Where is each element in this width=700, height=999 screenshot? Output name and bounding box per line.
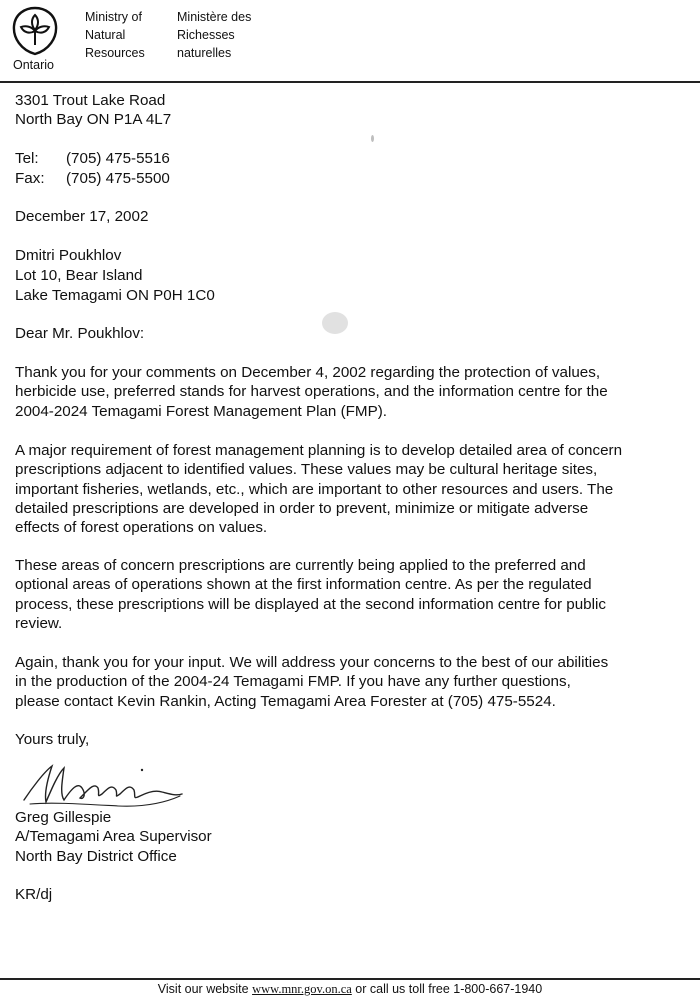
recipient-address-line2: Lake Temagami ON P0H 1C0 (15, 287, 215, 304)
signatory-title: A/Temagami Area Supervisor (15, 828, 212, 845)
paragraph-line: review. (15, 614, 63, 632)
letter-date: December 17, 2002 (15, 208, 149, 225)
recipient-address-line1: Lot 10, Bear Island (15, 267, 143, 284)
footer-suffix: or call us toll free 1-800-667-1940 (351, 982, 543, 996)
footer-contact (0, 982, 700, 997)
paragraph-line: important fisheries, wetlands, etc., which are important to other resources and users. The (15, 480, 614, 498)
paragraph-line: in the production of the 2004-24 Temagami FMP. If you have any further questions, (15, 673, 571, 691)
body-paragraph-4 (15, 653, 699, 711)
scan-speck (371, 135, 374, 142)
fax-number: (705) 475-5500 (66, 170, 170, 187)
paragraph-line: A major requirement of forest management planning is to develop detailed area of concern (15, 442, 623, 459)
footer-rule (0, 978, 700, 980)
paragraph-line: 2004-2024 Temagami Forest Management Plan (FMP). (15, 402, 387, 420)
ontario-trillium-logo (12, 6, 58, 56)
paragraph-line: Thank you for your comments on December 4, 2002 regarding the protection of values, (15, 364, 601, 381)
tel-label: Tel: (15, 150, 39, 167)
body-paragraph-1 (15, 363, 699, 421)
tel-number: (705) 475-5516 (66, 150, 170, 167)
website-link[interactable]: www.mnr.gov.on.ca (252, 982, 352, 996)
sender-address-line1: 3301 Trout Lake Road (15, 92, 166, 109)
complimentary-close: Yours truly, (15, 731, 90, 748)
typist-initials: KR/dj (15, 886, 53, 903)
paragraph-line: process, these prescriptions will be displayed at the second information centre for public (15, 595, 606, 613)
body-paragraph-2 (15, 441, 699, 537)
body-paragraph-3 (15, 556, 699, 633)
ministry-name-english: Ministry of Natural Resources (85, 10, 145, 60)
paragraph-line: detailed prescriptions are developed in order to prevent, minimize or mitigate adverse (15, 499, 589, 517)
signatory-name: Greg Gillespie (15, 809, 112, 826)
paragraph-line: herbicide use, preferred stands for harvest operations, and the information centre for the (15, 383, 608, 401)
signatory-office: North Bay District Office (15, 848, 177, 865)
fax-label: Fax: (15, 170, 45, 187)
paragraph-line: please contact Kevin Rankin, Acting Temagami Area Forester at (705) 475-5524. (15, 692, 556, 710)
ministry-name-french: Ministère des Richesses naturelles (177, 10, 252, 60)
scan-speck (322, 312, 348, 334)
paragraph-line: These areas of concern prescriptions are currently being applied to the preferred and (15, 557, 586, 574)
sender-address-line2: North Bay ON P1A 4L7 (15, 111, 172, 128)
paragraph-line: prescriptions adjacent to identified values. These values may be cultural heritage sites, (15, 461, 598, 479)
footer-prefix: Visit our website (157, 982, 253, 996)
paragraph-line: effects of forest operations on values. (15, 519, 268, 537)
salutation: Dear Mr. Poukhlov: (15, 325, 145, 342)
paragraph-line: optional areas of operations shown at the first information centre. As per the regulated (15, 576, 592, 594)
paragraph-line: Again, thank you for your input. We will address your concerns to the best of our abilities (15, 654, 609, 671)
ontario-wordmark: Ontario (13, 58, 54, 72)
recipient-name: Dmitri Poukhlov (15, 247, 122, 264)
letterhead-rule (0, 81, 700, 83)
